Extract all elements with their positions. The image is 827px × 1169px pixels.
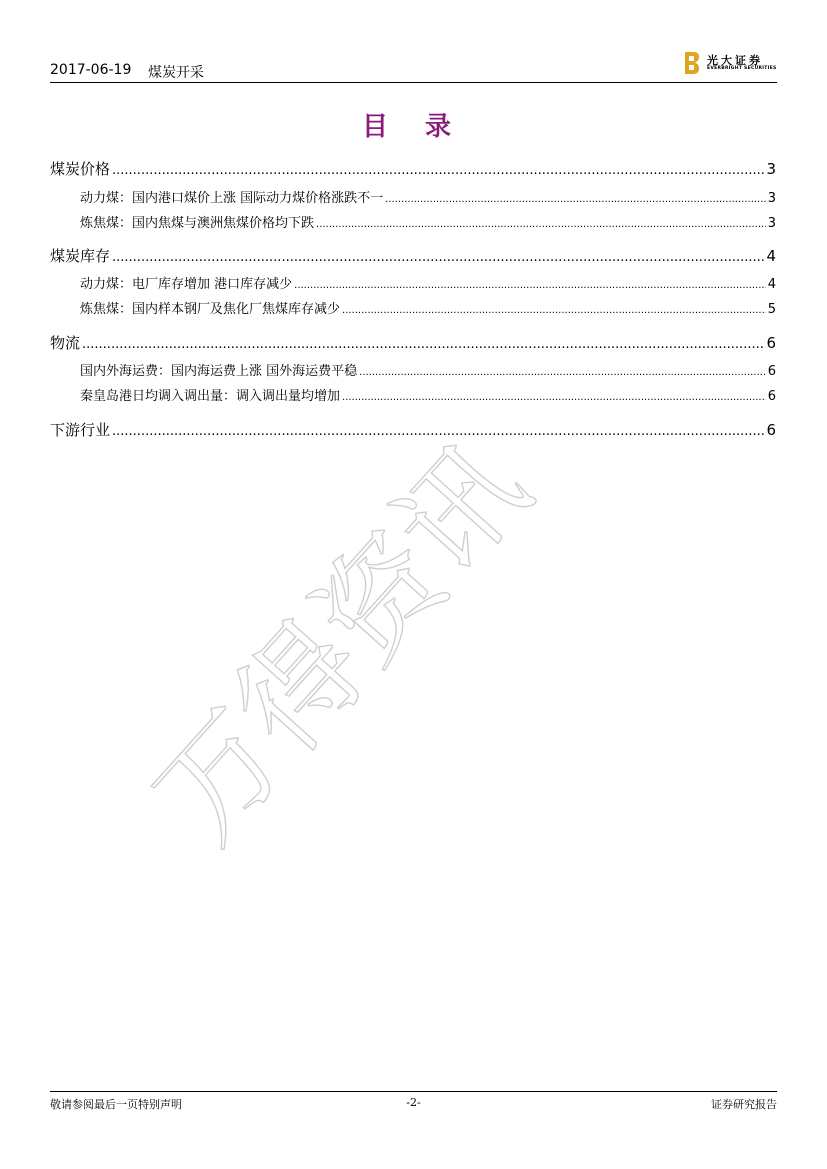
logo-subtext: EVERBRIGHT SECURITIES <box>707 66 777 71</box>
toc-entry-page: 6 <box>767 389 776 404</box>
company-logo <box>685 52 777 78</box>
footer-rule <box>50 1091 777 1092</box>
header-rule <box>50 82 777 83</box>
logo-text: 光大证券 <box>707 54 763 67</box>
toc-leader-dots <box>82 334 764 352</box>
logo-mark-icon <box>685 52 699 74</box>
header-sector: 煤炭开采 <box>148 65 204 81</box>
watermark <box>100 410 600 890</box>
toc-entry-page: 4 <box>766 247 776 265</box>
toc-leader-dots <box>294 277 766 292</box>
toc-leader-dots <box>342 389 766 404</box>
header-date: 2017-06-19 <box>50 62 132 78</box>
toc-entry-title: 下游行业 <box>50 421 111 439</box>
toc-entry-page: 3 <box>766 160 776 178</box>
toc-entry-page: 6 <box>766 334 776 352</box>
footer-disclaimer: 敬请参阅最后一页特别声明 <box>50 1098 182 1111</box>
footer-report-type: 证券研究报告 <box>711 1098 777 1111</box>
toc-entry[interactable] <box>80 273 776 292</box>
toc-entry-title: 动力煤：电厂库存增加 港口库存减少 <box>80 277 293 292</box>
toc-leader-dots <box>342 302 766 317</box>
toc-entry[interactable] <box>80 298 776 317</box>
watermark-text: 万得资讯 <box>129 418 555 868</box>
toc-leader-dots <box>359 364 766 379</box>
page-header <box>50 54 777 82</box>
toc-entry-title: 动力煤：国内港口煤价上涨 国际动力煤价格涨跌不一 <box>80 191 384 206</box>
toc-entry-title: 国内外海运费：国内海运费上涨 国外海运费平稳 <box>80 364 358 379</box>
toc-leader-dots <box>385 191 766 206</box>
toc-entry[interactable] <box>80 187 776 206</box>
toc-entry-title: 炼焦煤：国内焦煤与澳洲焦煤价格均下跌 <box>80 216 315 231</box>
toc-entry-page: 6 <box>766 421 776 439</box>
toc-entry-page: 3 <box>767 191 776 206</box>
toc-entry-page: 4 <box>767 277 776 292</box>
toc-entry-page: 5 <box>767 302 776 317</box>
toc-entry-title: 秦皇岛港日均调入调出量：调入调出量均增加 <box>80 389 341 404</box>
toc-entry-page: 6 <box>767 364 776 379</box>
toc-entry-title: 物流 <box>50 334 81 352</box>
page-number: -2- <box>406 1096 421 1109</box>
toc-entry[interactable] <box>50 245 776 266</box>
toc-entry-page: 3 <box>767 216 776 231</box>
toc-entry[interactable] <box>50 332 776 353</box>
toc-entry[interactable] <box>50 158 776 179</box>
toc-entry-title: 煤炭价格 <box>50 160 111 178</box>
toc-leader-dots <box>112 160 764 178</box>
toc-title: 目 录 <box>361 112 466 142</box>
toc-entry[interactable] <box>50 419 776 440</box>
toc-leader-dots <box>316 216 766 231</box>
toc-entry-title: 炼焦煤：国内样本钢厂及焦化厂焦煤库存减少 <box>80 302 341 317</box>
toc-entry[interactable] <box>80 212 776 231</box>
toc-entry[interactable] <box>80 385 776 404</box>
toc-entry[interactable] <box>80 360 776 379</box>
toc-entry-title: 煤炭库存 <box>50 247 111 265</box>
toc-leader-dots <box>112 247 764 265</box>
toc-leader-dots <box>112 421 764 439</box>
